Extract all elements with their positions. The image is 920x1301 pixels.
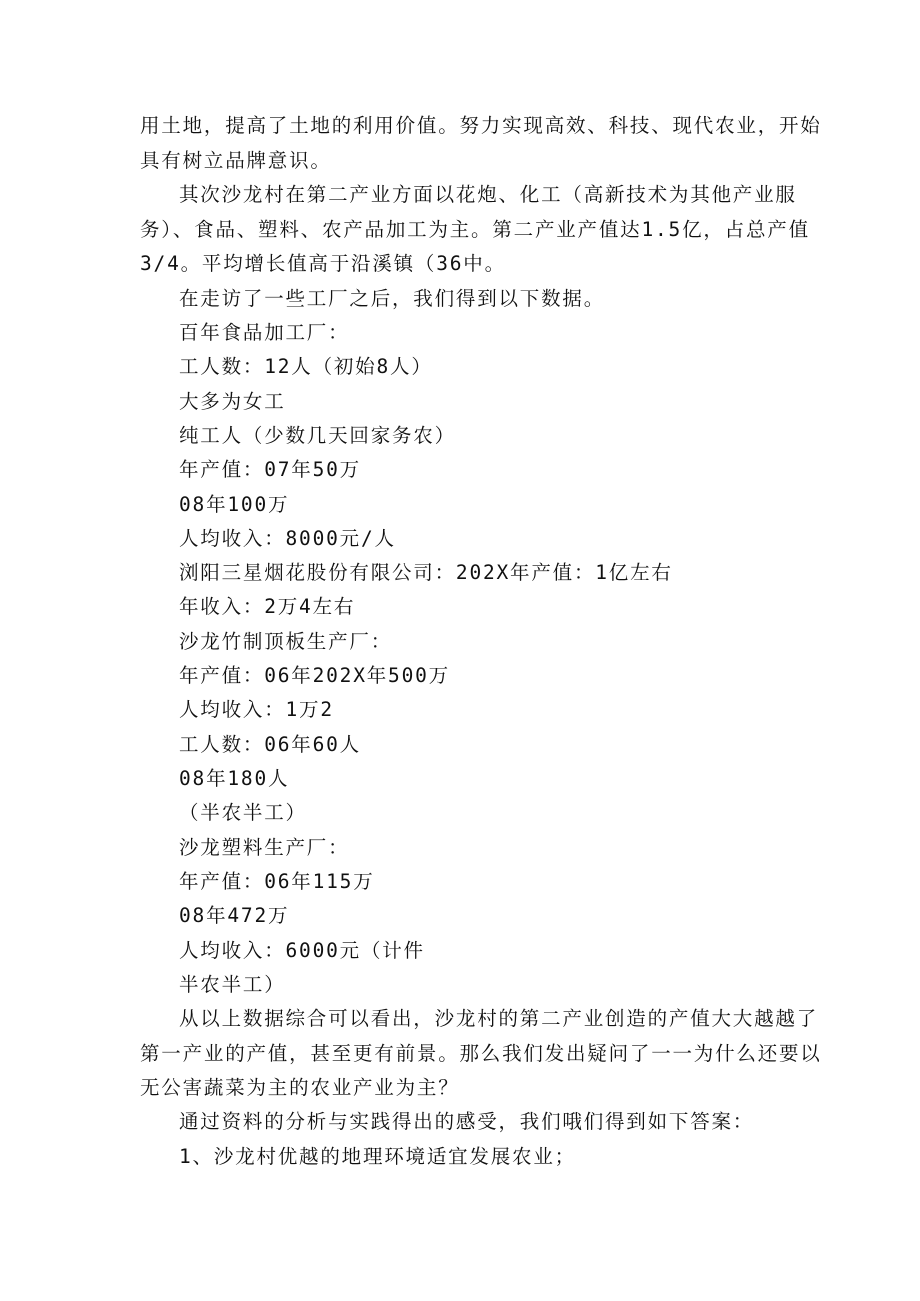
data-line: 年产值：06年202X年500万	[179, 664, 450, 687]
paragraph-line: 具有树立品牌意识。	[140, 149, 332, 172]
data-line: 年产值：07年50万	[179, 458, 361, 481]
data-line: 人均收入：8000元/人	[179, 527, 396, 550]
data-line: 纯工人（少数几天回家务农）	[179, 424, 456, 447]
paragraph-line: 在走访了一些工厂之后，我们得到以下数据。	[179, 287, 606, 310]
data-line: 浏阳三星烟花股份有限公司：202X年产值：1亿左右	[179, 561, 673, 584]
data-line: 人均收入：6000元（计件	[179, 939, 425, 962]
paragraph-line: 务）、食品、塑料、农产品加工为主。第二产业产值达1.5亿，占总产值	[140, 218, 810, 241]
data-line: 08年100万	[179, 493, 290, 516]
paragraph-line: 无公害蔬菜为主的农业产业为主？	[140, 1076, 460, 1099]
paragraph-line: 用土地，提高了土地的利用价值。努力实现高效、科技、现代农业，开始	[140, 114, 822, 137]
data-line: 人均收入：1万2	[179, 698, 334, 721]
data-line: 大多为女工	[179, 390, 286, 413]
paragraph-line: 1、沙龙村优越的地理环境适宜发展农业；	[179, 1145, 576, 1168]
data-line: 08年180人	[179, 767, 290, 790]
paragraph-line: 第一产业的产值，甚至更有前景。那么我们发出疑问了一一为什么还要以	[140, 1042, 822, 1065]
data-line: 年收入：2万4左右	[179, 595, 356, 618]
data-line: 半农半工）	[179, 973, 286, 996]
paragraph-line: 其次沙龙村在第二产业方面以花炮、化工（高新技术为其他产业服	[179, 183, 797, 206]
data-line: 沙龙塑料生产厂：	[179, 836, 350, 859]
data-line: 沙龙竹制顶板生产厂：	[179, 630, 393, 653]
data-line: 工人数：12人（初始8人）	[179, 355, 433, 378]
data-line: 年产值：06年115万	[179, 870, 375, 893]
data-line: 百年食品加工厂：	[179, 321, 350, 344]
data-line: （半农半工）	[179, 801, 307, 824]
paragraph-line: 从以上数据综合可以看出，沙龙村的第二产业创造的产值大大越越了	[179, 1007, 819, 1030]
data-line: 工人数：06年60人	[179, 733, 361, 756]
paragraph-line: 通过资料的分析与实践得出的感受，我们哦们得到如下答案：	[179, 1110, 755, 1133]
data-line: 08年472万	[179, 904, 290, 927]
paragraph-line: 3/4。平均增长值高于沿溪镇（36中。	[140, 252, 506, 275]
